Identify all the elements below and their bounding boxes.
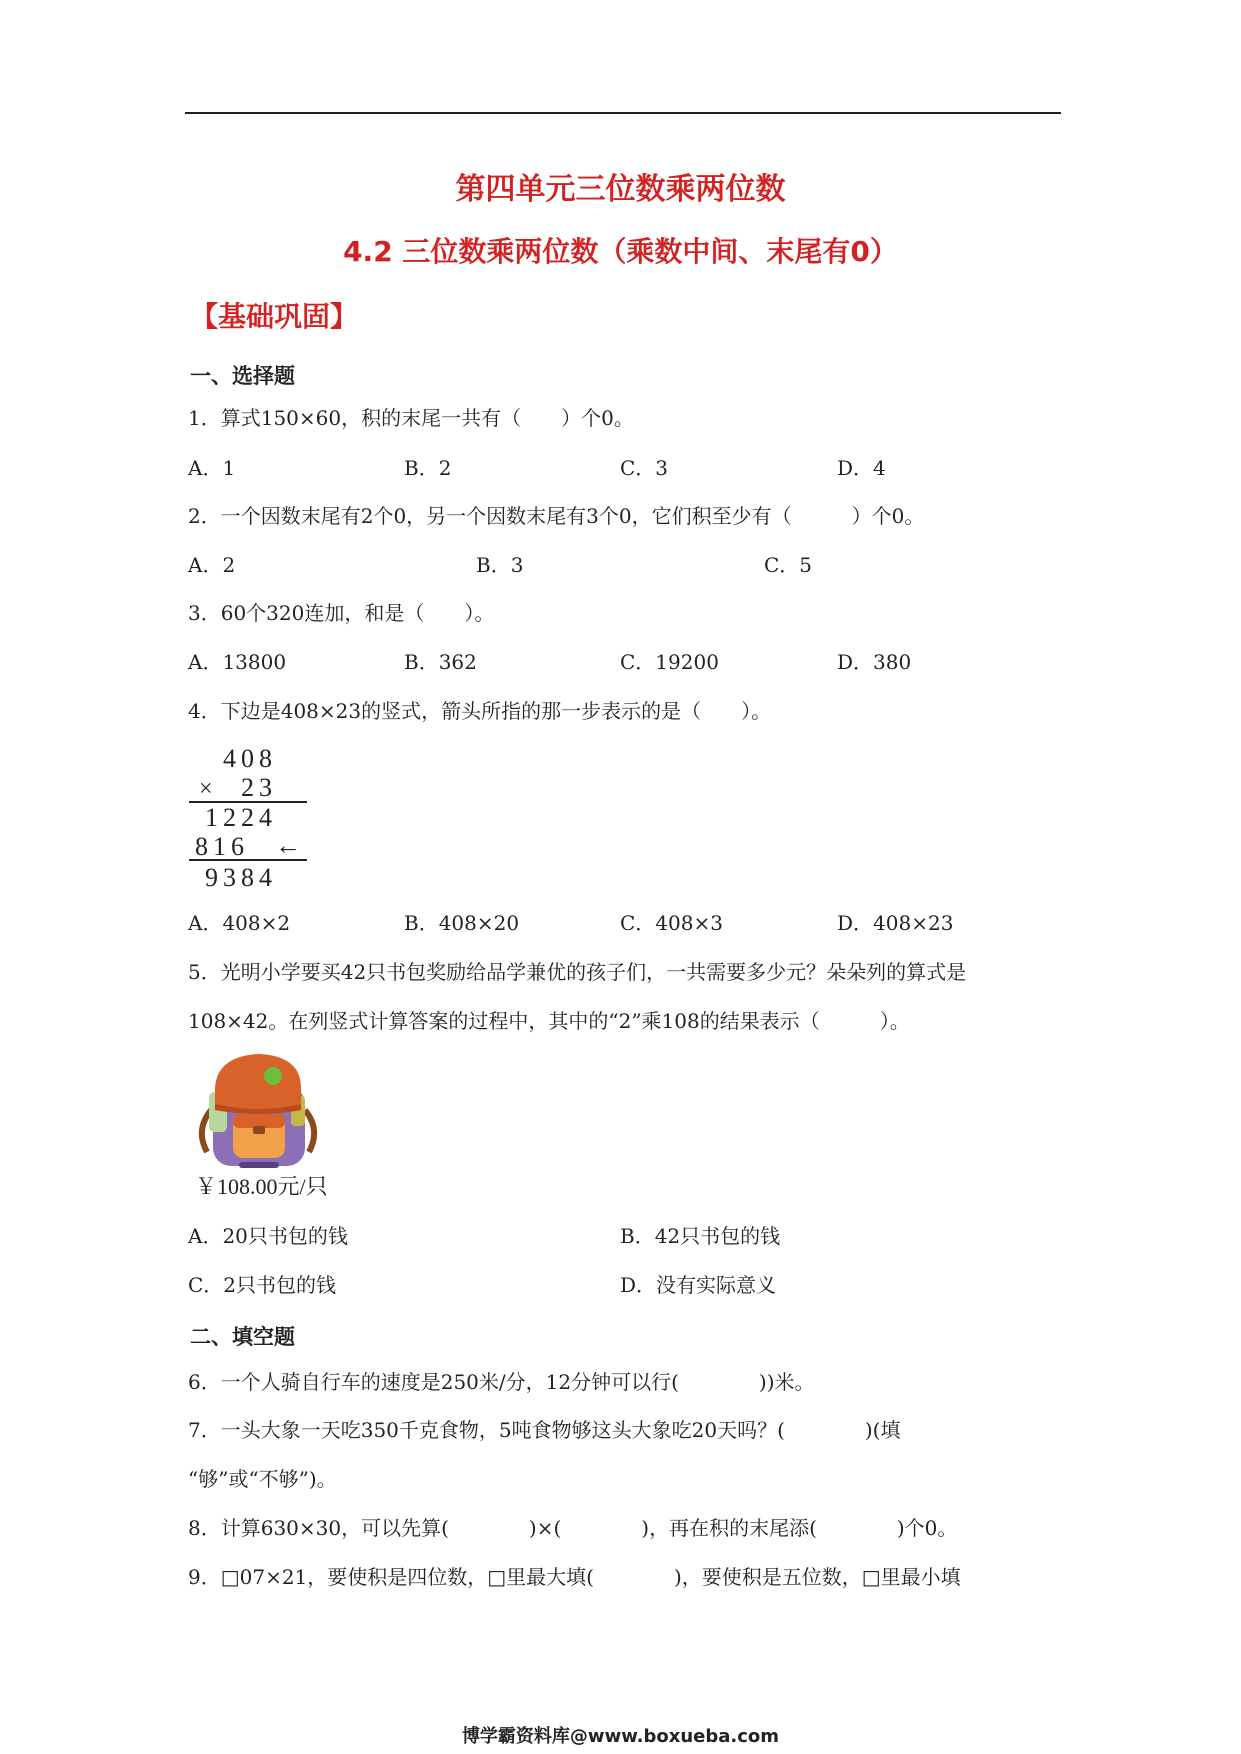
q2-option-b: B．3 bbox=[476, 553, 524, 577]
calc-result: 9384 bbox=[205, 863, 277, 892]
question-1: 1．算式150×60，积的末尾一共有（ ）个0。 bbox=[188, 406, 634, 430]
q5-option-a: A．20只书包的钱 bbox=[188, 1224, 348, 1248]
q1-option-d: D．4 bbox=[837, 456, 886, 480]
arrow-icon: ← bbox=[275, 831, 301, 860]
question-8: 8．计算630×30，可以先算( )×( )，再在积的末尾添( )个0。 bbox=[188, 1516, 958, 1540]
section-heading: 【基础巩固】 bbox=[190, 300, 359, 333]
q3-option-c: C．19200 bbox=[620, 650, 719, 674]
q2-option-a: A．2 bbox=[188, 553, 236, 577]
q5-option-c: C．2只书包的钱 bbox=[188, 1273, 337, 1297]
backpack-price: ￥108.00元/只 bbox=[195, 1174, 328, 1199]
q4-option-b: B．408×20 bbox=[404, 911, 520, 935]
q3-option-a: A．13800 bbox=[188, 650, 287, 674]
footer-watermark: 博学霸资料库@www.boxueba.com bbox=[461, 1726, 780, 1747]
question-9: 9．□07×21，要使积是四位数，□里最大填( )，要使积是五位数，□里最小填 bbox=[188, 1565, 961, 1589]
vertical-multiplication bbox=[185, 742, 335, 892]
calc-times-sign: × bbox=[199, 776, 213, 802]
question-7-line-1: 7．一头大象一天吃350千克食物，5吨食物够这头大象吃20天吗？( )(填 bbox=[188, 1418, 901, 1442]
question-3: 3．60个320连加，和是（ ）。 bbox=[188, 601, 495, 625]
q1-option-c: C．3 bbox=[620, 456, 669, 480]
calc-partial-2: 816 bbox=[195, 832, 249, 861]
question-4: 4．下边是408×23的竖式，箭头所指的那一步表示的是（ ）。 bbox=[188, 699, 772, 723]
part2-heading: 二、填空题 bbox=[190, 1325, 295, 1349]
q1-option-b: B．2 bbox=[404, 456, 452, 480]
q4-option-d: D．408×23 bbox=[837, 911, 954, 935]
backpack-image bbox=[193, 1052, 323, 1170]
question-2: 2．一个因数末尾有2个0，另一个因数末尾有3个0，它们积至少有（ ）个0。 bbox=[188, 504, 925, 528]
q3-option-d: D．380 bbox=[837, 650, 912, 674]
q4-option-c: C．408×3 bbox=[620, 911, 723, 935]
page-title: 第四单元三位数乘两位数 bbox=[455, 172, 786, 207]
q1-option-a: A．1 bbox=[188, 456, 236, 480]
calc-partial-1: 1224 bbox=[205, 803, 277, 832]
top-rule bbox=[185, 112, 1061, 114]
q5-option-b: B．42只书包的钱 bbox=[620, 1224, 781, 1248]
calc-multiplier: 23 bbox=[241, 773, 277, 802]
q2-option-c: C．5 bbox=[764, 553, 813, 577]
question-5-line-1: 5．光明小学要买42只书包奖励给品学兼优的孩子们，一共需要多少元？朵朵列的算式是 bbox=[188, 960, 967, 984]
question-5-line-2: 108×42。在列竖式计算答案的过程中，其中的“2”乘108的结果表示（ ）。 bbox=[188, 1009, 910, 1033]
q5-option-d: D．没有实际意义 bbox=[620, 1273, 777, 1297]
part1-heading: 一、选择题 bbox=[190, 364, 295, 388]
calc-multiplicand: 408 bbox=[223, 744, 277, 773]
q4-option-a: A．408×2 bbox=[188, 911, 291, 935]
question-7-line-2: “够”或“不够”)。 bbox=[188, 1467, 337, 1491]
q3-option-b: B．362 bbox=[404, 650, 477, 674]
page-subtitle: 4.2 三位数乘两位数（乘数中间、末尾有0） bbox=[343, 235, 898, 268]
question-6: 6．一个人骑自行车的速度是250米/分，12分钟可以行( ))米。 bbox=[188, 1370, 815, 1394]
